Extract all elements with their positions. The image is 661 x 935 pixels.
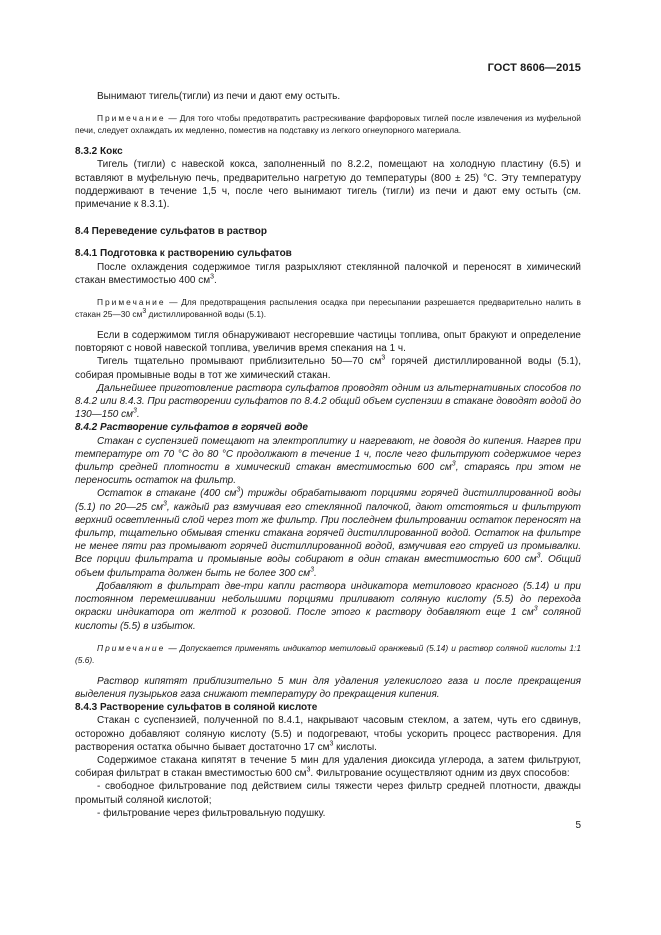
superscript: 3 bbox=[162, 500, 167, 508]
superscript: 3 bbox=[306, 766, 311, 774]
text-run: кислоты. bbox=[333, 741, 377, 753]
text-run: Содержимое стакана кипятят в течение 5 мин для удаления диоксида углерода, а затем фильтруют, собирая фильтрат в стакан вместимостью 600 см bbox=[75, 754, 581, 780]
text-run: Дальнейшее приготовление раствора сульфатов проводят одним из альтернативных способов по 8.4.2 или 8.4.3. При растворении сульфатов по 8.4.2 общий объем суспензии в стакане доводят водой до 130—150 см bbox=[75, 382, 581, 421]
superscript: 3 bbox=[451, 460, 456, 468]
section-heading: 8.4.2 Растворение сульфатов в горячей воде bbox=[75, 422, 308, 434]
superscript: 3 bbox=[381, 355, 386, 363]
paragraph bbox=[75, 487, 581, 579]
section-heading: 8.4 Переведение сульфатов в раствор bbox=[75, 226, 268, 238]
text-run: соляной кислоты (5.5) в избыток. bbox=[75, 607, 581, 632]
superscript: 3 bbox=[536, 553, 541, 561]
superscript: 3 bbox=[210, 273, 215, 281]
list-item: - свободное фильтрование под действием силы тяжести через фильтр средней плотности, дважды промытый соляной кислотой; bbox=[75, 781, 581, 806]
note-label: Примечание bbox=[97, 113, 166, 124]
paragraph: Вынимают тигель(тигли) из печи и дают ему остыть. bbox=[97, 91, 341, 102]
text-run: Добавляют в фильтрат две-три капли раствора индикатора метилового красного (5.14) и при постоянном перемешивании небольшими порциями приливают соляную кислоту (5.5) до перехода окраски индикатора от желтой к розовой. После этого к раствору добавляют еще 1 см bbox=[75, 580, 581, 619]
note-text: — Для того чтобы предотвратить растрескивание фарфоровых тиглей после извлечения из муфельной печи, следует охлаждать их медленно, поместив на подставку из легкого огнеупорного материала. bbox=[75, 113, 581, 136]
paragraph bbox=[75, 355, 581, 381]
text-run: , каждый раз взмучивая его стеклянной палочкой, дают отстояться и фильтруют верхний осветленный слой через тот же фильтр. При последнем фильтровании остаток переносят на фильтр, тщательно обмывая стенки стакана горячей дистиллированной водой. Остаток на фильтре не менее пяти раз промывают горячей дистиллированной водой, взмучивая его струей из промывалки. Все порции фильтрата и промывные воды собирают в один стакан вместимостью 600 см bbox=[75, 501, 581, 566]
paragraph: Тигель (тигли) с навеской кокса, заполненный по 8.2.2, помещают на холодную пластину (6.5) и вставляют в муфельную печь, предварительно нагретую до температуры (800 ± 25) °С. Эту температуру поддерживают в течение 1,5 ч, после чего вынимают тигель (тигли) из печи и дают ему остыть (см. примечание к 8.3.1). bbox=[75, 159, 581, 211]
text-run: . Общий объем фильтрата должен быть не более 300 см bbox=[75, 554, 581, 579]
section-heading: 8.4.1 Подготовка к растворению сульфатов bbox=[75, 248, 292, 260]
note bbox=[75, 112, 581, 136]
text-run: , стараясь при этом не переносить остаток на фильтр. bbox=[75, 462, 581, 487]
superscript: 3 bbox=[236, 487, 241, 495]
page-number: 5 bbox=[575, 820, 581, 831]
note-text: — Допускается применять индикатор метиловый оранжевый (5.14) и раствор соляной кислоты 1:1 (5.6). bbox=[75, 642, 581, 665]
paragraph: Если в содержимом тигля обнаруживают несгоревшие частицы топлива, опыт бракуют и определение повторяют с новой навеской топлива, увеличив время спекания на 1 ч. bbox=[75, 330, 581, 355]
text-run: . bbox=[214, 274, 217, 286]
note bbox=[75, 296, 581, 320]
standard-code: ГОСТ 8606—2015 bbox=[487, 62, 581, 74]
text-run: . bbox=[136, 409, 140, 421]
paragraph bbox=[75, 382, 581, 422]
superscript: 3 bbox=[310, 566, 315, 574]
superscript: 3 bbox=[133, 407, 137, 415]
paragraph bbox=[75, 435, 581, 488]
superscript: 3 bbox=[329, 740, 334, 748]
text-run: Тигель тщательно промывают приблизительно 50—70 см bbox=[97, 356, 382, 368]
note bbox=[75, 642, 581, 666]
paragraph bbox=[75, 754, 581, 780]
text-run: Стакан с суспензией помещают на электроплитку и нагревают, не доводя до кипения. Нагрев при температуре от 70 °С до 80 °С продолжают в течение 1 ч, после чего фильтруют содержимое через фильтр средней плотности в химический стакан вместимостью 600 см bbox=[75, 435, 581, 474]
superscript: 3 bbox=[142, 308, 147, 316]
text-run: . Фильтрование осуществляют одним из двух способов: bbox=[310, 768, 570, 780]
note-text: дистиллированной воды (5.1). bbox=[146, 309, 267, 320]
paragraph: Раствор кипятят приблизительно 5 мин для удаления углекислого газа и после прекращения выделения пузырьков газа снижают температуру до прекращения кипения. bbox=[75, 675, 581, 700]
section-heading: 8.3.2 Кокс bbox=[75, 146, 123, 158]
section-heading: 8.4.3 Растворение сульфатов в соляной кислоте bbox=[75, 702, 318, 714]
text-run: горячей дистиллированной воды (5.1), собирая промывные воды в тот же химический стакан. bbox=[75, 356, 581, 381]
paragraph bbox=[75, 714, 581, 754]
text-run: Остаток в стакане (400 см bbox=[97, 488, 237, 500]
superscript: 3 bbox=[533, 605, 538, 613]
text-run: После охлаждения содержимое тигля разрыхляют стеклянной палочкой и переносят в химический стакан вместимостью 400 см bbox=[75, 261, 581, 286]
note-text: — Для предотвращения распыления осадка при пересыпании разрешается предварительно налить в стакан 25—30 см bbox=[75, 297, 581, 320]
text-run: Стакан с суспензией, полученной по 8.4.1, накрывают часовым стеклом, а затем, чуть его сдвинув, осторожно добавляют соляную кислоту (5.5) и подогревают, чтобы ускорить процесс растворения. Для растворения остатка обычно бывает достаточно 17 см bbox=[75, 715, 581, 753]
list-item: - фильтрование через фильтровальную подушку. bbox=[97, 807, 326, 819]
text-run: ) трижды обрабатывают порциями горячей дистиллированной воды (5.1) по 20—25 см bbox=[75, 488, 582, 513]
paragraph bbox=[75, 261, 581, 287]
note-label: Примечание bbox=[97, 642, 166, 653]
page-body bbox=[75, 90, 581, 820]
text-run: . bbox=[314, 567, 317, 579]
note-label: Примечание bbox=[97, 297, 166, 308]
paragraph bbox=[75, 580, 581, 633]
